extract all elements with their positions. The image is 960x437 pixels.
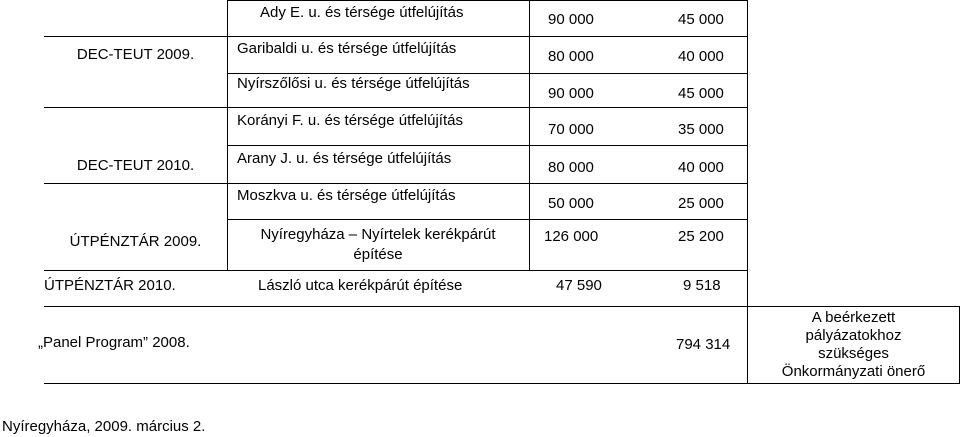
- grant-amount: 45 000: [678, 85, 724, 102]
- table-line: [44, 306, 960, 307]
- grant-amount: 40 000: [678, 159, 724, 176]
- grant-amount: 35 000: [678, 121, 724, 138]
- table-line: [529, 0, 530, 270]
- project-name: Arany J. u. és térsége útfelújítás: [237, 150, 452, 167]
- total-amount: 80 000: [548, 159, 594, 176]
- note-text: A beérkezett: [811, 309, 896, 326]
- total-amount: 90 000: [548, 85, 594, 102]
- project-name: Moszkva u. és térsége útfelújítás: [237, 187, 456, 204]
- total-amount: 50 000: [548, 195, 594, 212]
- note-text: szükséges: [818, 345, 889, 362]
- footer-place-date: Nyíregyháza, 2009. március 2.: [2, 418, 206, 435]
- note-text: pályázatokhoz: [805, 327, 902, 344]
- table-line: [227, 73, 747, 74]
- grant-amount: 45 000: [678, 11, 724, 28]
- total-amount: 126 000: [544, 228, 599, 245]
- table-line: [44, 270, 748, 271]
- table-line: [227, 0, 747, 1]
- program-label: ÚTPÉNZTÁR 2010.: [44, 277, 176, 294]
- total-amount: 80 000: [548, 48, 594, 65]
- project-name: László utca kerékpárút építése: [258, 277, 463, 294]
- table-line: [44, 383, 960, 384]
- grant-amount: 40 000: [678, 48, 724, 65]
- total-amount: 47 590: [556, 277, 602, 294]
- project-name: Korányi F. u. és térsége útfelújítás: [237, 112, 463, 129]
- table-line: [44, 36, 748, 37]
- grant-amount: 794 314: [676, 336, 731, 353]
- table-line: [44, 107, 748, 108]
- grant-amount: 25 200: [678, 228, 724, 245]
- table-line: [227, 219, 747, 220]
- table-line: [44, 183, 748, 184]
- grant-amount: 9 518: [683, 277, 721, 294]
- program-label: DEC-TEUT 2010.: [76, 157, 195, 174]
- note-text: Önkormányzati önerő: [781, 363, 926, 380]
- project-name: építése: [353, 246, 403, 263]
- table-line: [227, 145, 747, 146]
- program-label: DEC-TEUT 2009.: [76, 46, 195, 63]
- total-amount: 70 000: [548, 121, 594, 138]
- project-name: Garibaldi u. és térsége útfelújítás: [237, 40, 457, 57]
- project-name: Nyíregyháza – Nyírtelek kerékpárút: [260, 226, 496, 243]
- project-name: Nyírszőlősi u. és térsége útfelújítás: [237, 75, 470, 92]
- program-label: „Panel Program” 2008.: [38, 334, 190, 351]
- project-name: Ady E. u. és térsége útfelújítás: [260, 4, 464, 21]
- total-amount: 90 000: [548, 11, 594, 28]
- grant-amount: 25 000: [678, 195, 724, 212]
- program-label: ÚTPÉNZTÁR 2009.: [69, 233, 202, 250]
